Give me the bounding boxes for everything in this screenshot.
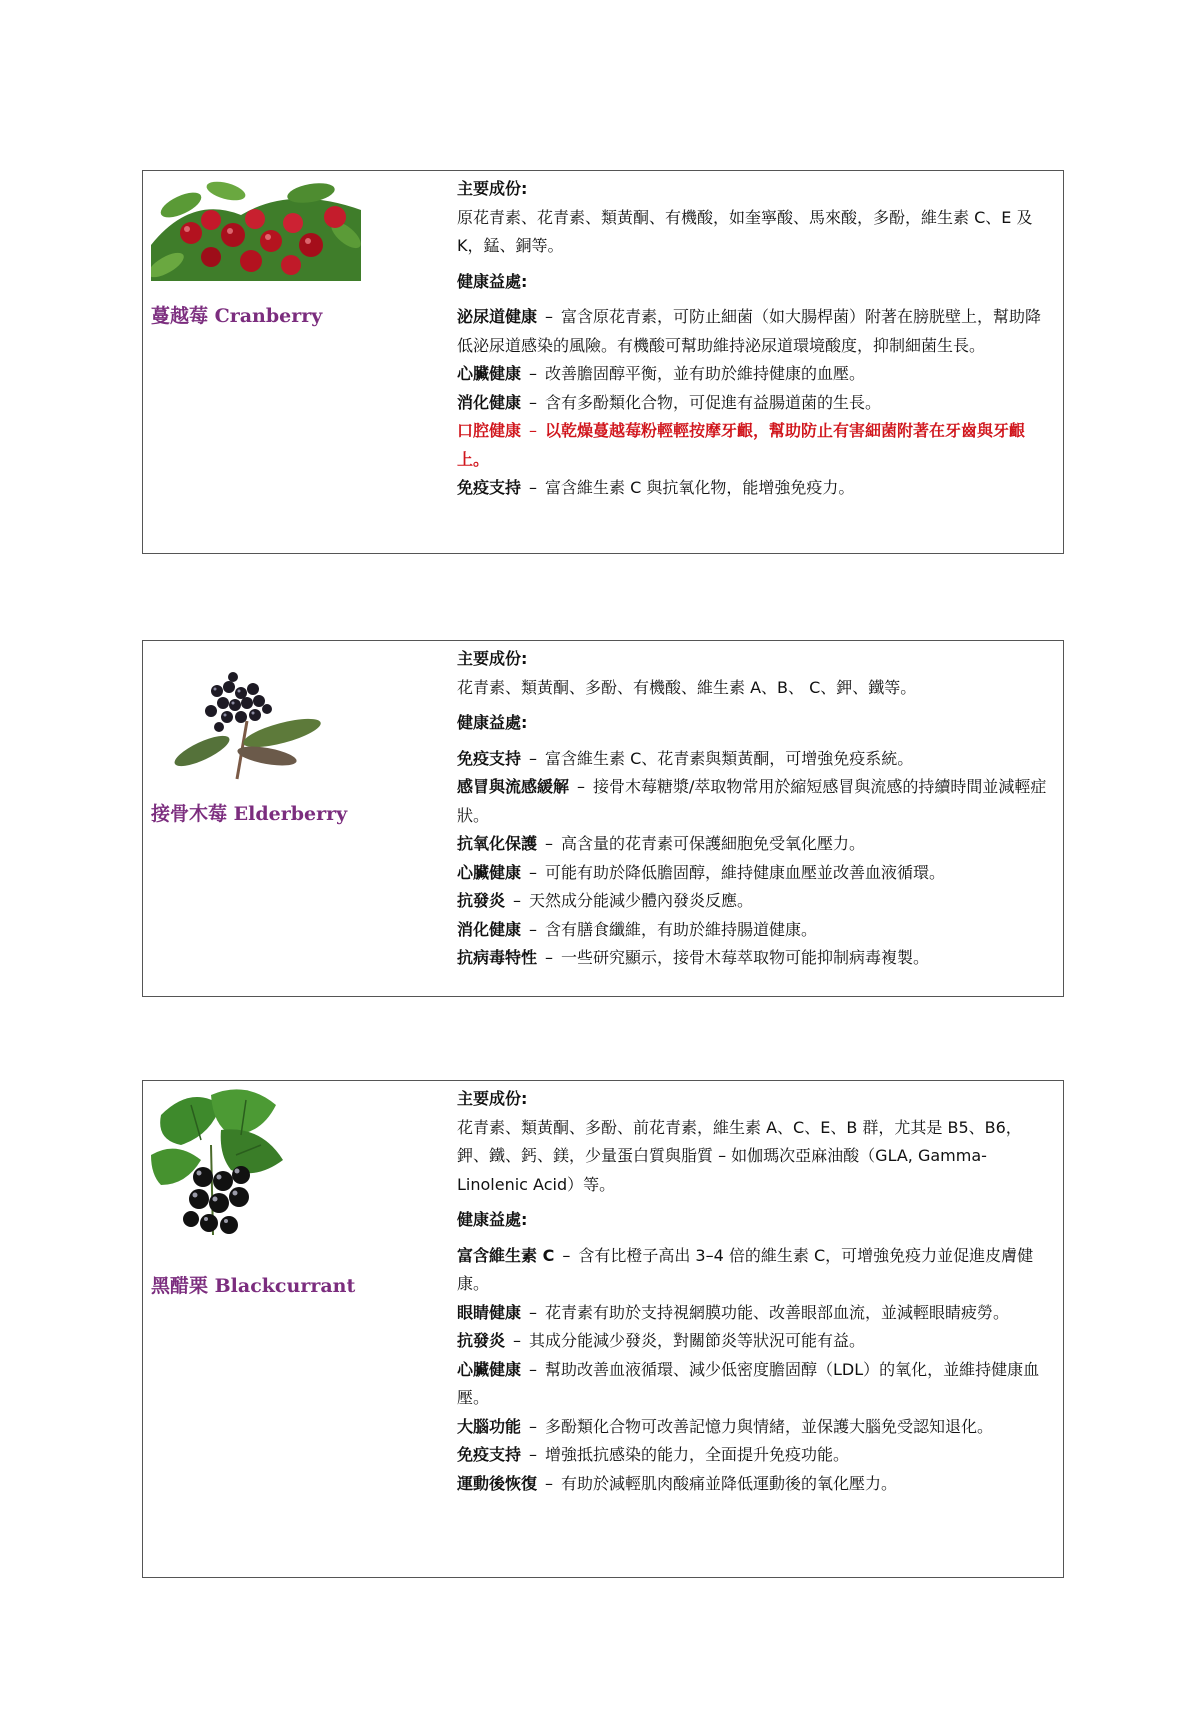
elderberry-photo <box>167 661 327 781</box>
blackcurrant-photo <box>151 1085 287 1251</box>
benefit-item: 抗氧化保護 – 高含量的花青素可保護細胞免受氧化壓力。 <box>457 834 866 853</box>
benefit-item: 消化健康 – 含有多酚類化合物，可促進有益腸道菌的生長。 <box>457 392 882 412</box>
benefit-item: 心臟健康 – 改善膽固醇平衡，並有助於維持健康的血壓。 <box>457 364 866 383</box>
benefit-item: 心臟健康 – 可能有助於降低膽固醇，維持健康血壓並改善血液循環。 <box>457 862 946 882</box>
ingredients-heading: 主要成份: <box>457 649 528 668</box>
benefit-item: 富含維生素 C – 含有比橙子高出 3–4 倍的維生素 C，可增強免疫力並促進皮膚健康。 <box>457 1245 1034 1293</box>
benefit-item: 免疫支持 – 增強抵抗感染的能力，全面提升免疫功能。 <box>457 1445 850 1464</box>
benefit-item: 感冒與流感緩解 – 接骨木莓糖漿/萃取物常用於縮短感冒與流感的持續時間並減輕症狀。 <box>457 777 1047 825</box>
ingredients-text: 花青素、類黃酮、多酚、有機酸、維生素 A、B、 C、鉀、鐵等。 <box>457 677 917 697</box>
cranberry-card <box>142 170 1064 554</box>
cranberry-photo <box>151 175 361 281</box>
benefit-item-highlight: 口腔健康 – 以乾燥蔓越莓粉輕輕按摩牙齦，幫助防止有害細菌附著在牙齒與牙齦上。 <box>457 421 1026 469</box>
benefit-item: 消化健康 – 含有膳食纖維，有助於維持腸道健康。 <box>457 919 818 939</box>
ingredients-heading: 主要成份: <box>457 179 528 198</box>
benefit-item: 抗發炎 – 天然成分能減少體內發炎反應。 <box>457 891 754 910</box>
benefits-heading: 健康益處: <box>457 271 528 291</box>
benefit-item: 眼睛健康 – 花青素有助於支持視網膜功能、改善眼部血流，並減輕眼睛疲勞。 <box>457 1302 1010 1322</box>
elderberry-card <box>142 640 1064 997</box>
fruit-name: 黑醋栗 Blackcurrant <box>151 1275 356 1297</box>
fruit-name: 蔓越莓 Cranberry <box>151 305 323 327</box>
benefits-heading: 健康益處: <box>457 713 528 732</box>
description <box>457 175 1049 503</box>
description <box>457 1085 1049 1498</box>
description <box>457 645 1049 973</box>
benefit-item: 免疫支持 – 富含維生素 C 與抗氧化物，能增強免疫力。 <box>457 478 855 497</box>
benefits-heading: 健康益處: <box>457 1210 528 1229</box>
benefit-item: 抗病毒特性 – 一些研究顯示，接骨木莓萃取物可能抑制病毒複製。 <box>457 948 930 967</box>
benefit-item: 免疫支持 – 富含維生素 C、花青素與類黃酮，可增強免疫系統。 <box>457 748 914 768</box>
ingredients-heading: 主要成份: <box>457 1089 528 1108</box>
benefit-item: 運動後恢復 – 有助於減輕肌肉酸痛並降低運動後的氧化壓力。 <box>457 1473 898 1493</box>
ingredients-text: 花青素、類黃酮、多酚、前花青素，維生素 A、C、E、B 群，尤其是 B5、B6，鉀、鐵、鈣、鎂，少量蛋白質與脂質 – 如伽瑪次亞麻油酸（GLA, Gamma-Linolenic Acid）等。 <box>457 1117 1022 1194</box>
benefit-item: 心臟健康 – 幫助改善血液循環、減少低密度膽固醇（LDL）的氧化，並維持健康血壓。 <box>457 1359 1040 1407</box>
benefit-item: 抗發炎 – 其成分能減少發炎，對關節炎等狀況可能有益。 <box>457 1331 866 1350</box>
ingredients-text: 原花青素、花青素、類黃酮、有機酸，如奎寧酸、馬來酸，多酚，維生素 C、E 及 K，錳、銅等。 <box>457 207 1033 255</box>
benefit-item: 泌尿道健康 – 富含原花青素，可防止細菌（如大腸桿菌）附著在膀胱壁上，幫助降低泌尿道感染的風險。有機酸可幫助維持泌尿道環境酸度，抑制細菌生長。 <box>457 307 1042 355</box>
blackcurrant-card <box>142 1080 1064 1578</box>
benefit-item: 大腦功能 – 多酚類化合物可改善記憶力與情緒，並保護大腦免受認知退化。 <box>457 1416 994 1436</box>
fruit-name: 接骨木莓 Elderberry <box>151 803 348 825</box>
